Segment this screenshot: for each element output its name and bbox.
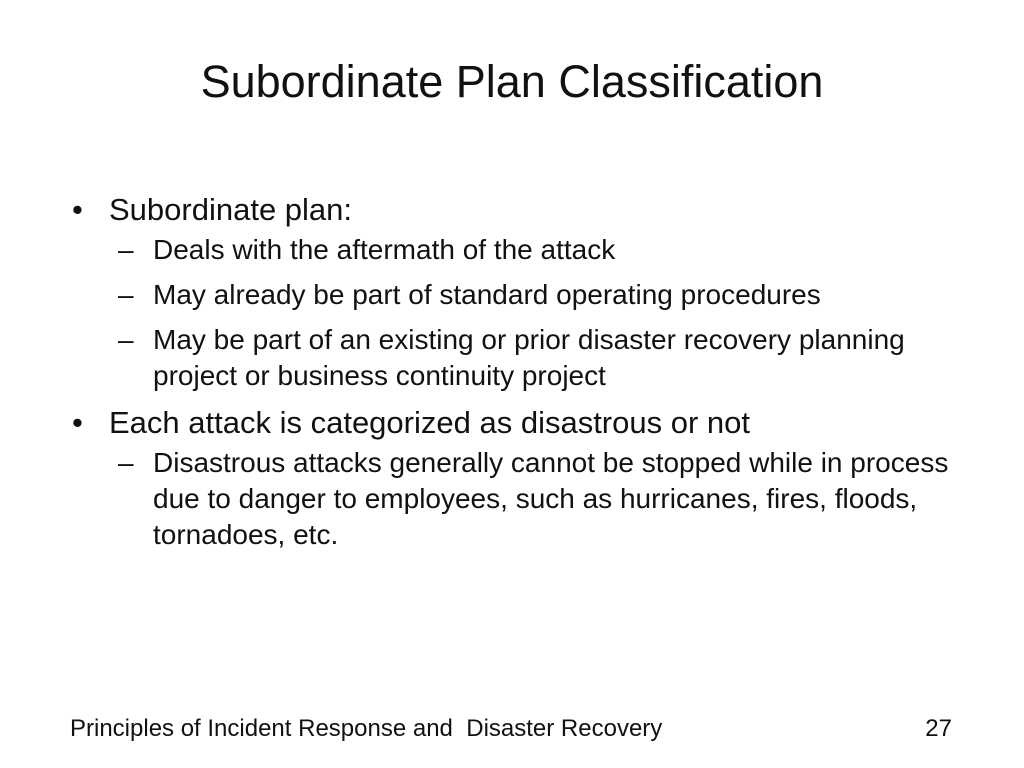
subbullet-marker: – bbox=[118, 279, 134, 310]
subbullet-text: May already be part of standard operating procedures bbox=[153, 279, 821, 310]
bullet-marker: • bbox=[72, 192, 83, 227]
subbullet-text: May be part of an existing or prior disaster recovery planning project or business continuity project bbox=[153, 324, 905, 391]
subbullet-marker: – bbox=[118, 447, 134, 478]
subbullet-text: Deals with the aftermath of the attack bbox=[153, 234, 616, 265]
subbullet-recovery-project bbox=[118, 322, 972, 394]
subbullet-list bbox=[72, 232, 972, 394]
subbullet-standard-procedures bbox=[118, 277, 972, 313]
bullet-attack-categorization bbox=[72, 403, 972, 443]
bullet-marker: • bbox=[72, 405, 83, 440]
slide-page-number: 27 bbox=[925, 715, 952, 742]
footer-course-title: Principles of Incident Response and Disaster Recovery bbox=[70, 715, 663, 742]
bullet-text: Subordinate plan: bbox=[109, 192, 353, 227]
slide-title: Subordinate Plan Classification bbox=[200, 56, 824, 107]
slide-content bbox=[72, 190, 972, 562]
bullet-subordinate-plan bbox=[72, 190, 972, 230]
subbullet-marker: – bbox=[118, 234, 134, 265]
subbullet-marker: – bbox=[118, 324, 134, 355]
subbullet-text: Disastrous attacks generally cannot be stopped while in process due to danger to employees, such as hurricanes, fires, floods, tornadoes, etc. bbox=[153, 447, 949, 550]
subbullet-list bbox=[72, 445, 972, 553]
subbullet-aftermath bbox=[118, 232, 972, 268]
subbullet-disastrous-attacks bbox=[118, 445, 972, 553]
bullet-text: Each attack is categorized as disastrous or not bbox=[109, 405, 750, 440]
